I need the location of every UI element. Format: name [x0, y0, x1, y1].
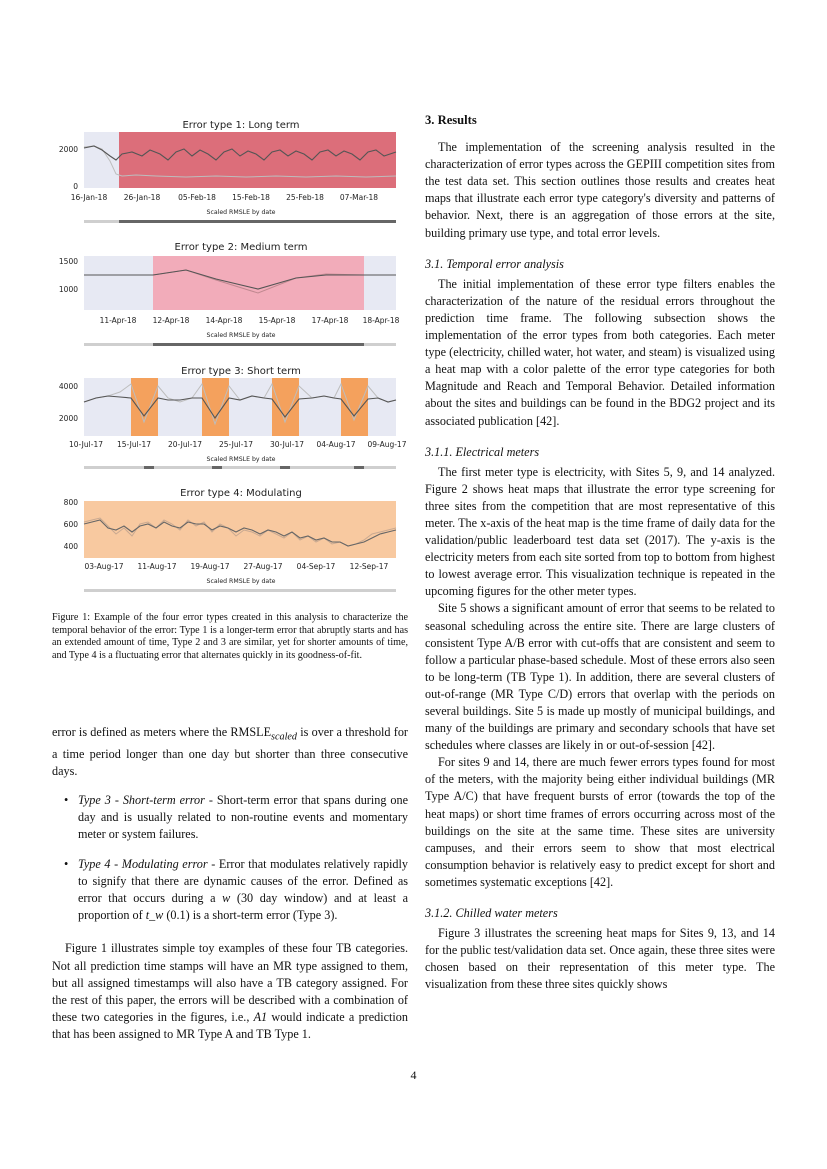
x-tick: 15-Apr-18 [258, 316, 296, 325]
chart-title: Error type 1: Long term [182, 120, 300, 131]
x-tick: 18-Apr-18 [362, 316, 400, 325]
item-text: (30 day window) and at least a proportion of [78, 891, 408, 923]
x-tick: 11-Aug-17 [137, 562, 177, 571]
paragraph: Site 5 shows a significant amount of error that seems to be related to seasonal scheduling across the entire site. There are large clusters of consistent Type A/B error with cut-offs that are consistent and seem to follow a particular phase-based schedule. Most of these errors also seen to be long-term (TB Type 1). In addition, there are several clusters of out-of-range (MR Type C/D) errors that overlap with the periods on several buildings. Site 5 is made up mostly of municipal buildings, and many of the buildings are primary and secondary schools that have set schedules where classes are likely in or out-of-session [42]. [425, 601, 775, 753]
chart-error-type-2 [56, 238, 404, 350]
y-tick: 0 [73, 182, 78, 191]
rmsle-strip-highlight [119, 220, 396, 223]
y-tick: 4000 [58, 382, 78, 391]
chart-subtitle: Scaled RMSLE by date [206, 578, 276, 585]
x-tick: 09-Aug-17 [367, 440, 407, 449]
chart-title: Error type 4: Modulating [180, 488, 302, 499]
subsection-heading: 3.1. Temporal error analysis [425, 256, 564, 271]
x-tick: 26-Jan-18 [123, 193, 161, 202]
text: would indicate a prediction that has been assigned to MR Type A and TB Type 1. [52, 1010, 408, 1042]
left-column-body [52, 724, 408, 1044]
math-var: A1 [253, 1010, 268, 1025]
item-label: Type 4 - Modulating error [78, 856, 208, 871]
item-text: - Short-term error that spans during one day and is usually related to non-routine events and momentary meter or system failures. [78, 793, 408, 842]
y-tick: 2000 [58, 414, 78, 423]
math-var: t_w [145, 908, 164, 923]
rmsle-strip-highlight [354, 466, 364, 469]
item-label: Type 3 - Short-term error [78, 793, 205, 808]
y-tick: 400 [63, 542, 78, 551]
x-tick: 04-Aug-17 [316, 440, 356, 449]
error-highlight [153, 256, 364, 310]
x-tick: 20-Jul-17 [168, 440, 202, 449]
list-item [52, 856, 408, 925]
subsubsection-heading: 3.1.1. Electrical meters [425, 444, 540, 459]
x-tick: 19-Aug-17 [190, 562, 230, 571]
x-tick: 12-Sep-17 [349, 562, 389, 571]
rmsle-strip-highlight [144, 466, 154, 469]
list-item [52, 792, 408, 844]
item-text: - Error that modulates relatively rapidly to signify that there are dynamic causes of the error. Defined as error that occurs during a [78, 856, 408, 906]
x-tick: 16-Jan-18 [70, 193, 108, 202]
y-tick: 2000 [58, 145, 78, 154]
subsubsection-heading: 3.1.2. Chilled water meters [425, 906, 558, 921]
chart-title: Error type 2: Medium term [174, 242, 308, 253]
paragraph [52, 724, 408, 780]
x-tick: 04-Sep-17 [296, 562, 336, 571]
chart-subtitle: Scaled RMSLE by date [206, 332, 276, 339]
x-tick: 03-Aug-17 [84, 562, 124, 571]
error-highlight [131, 378, 158, 436]
rmsle-strip [84, 589, 396, 592]
figure-caption: Figure 1: Example of the four error types created in this analysis to characterize the temporal behavior of the error: Type 1 is a longer-term error that abruptly starts and has an extended amount of time, Type 2 and 3 are similar, yet for shorter amounts of time, and Type 4 is a fluctuating error that alternates quickly in its goodness-of-fit. [52, 612, 408, 662]
math-var: w [222, 891, 231, 906]
rmsle-strip [84, 466, 396, 469]
y-tick: 1000 [58, 285, 78, 294]
x-tick: 07-Mar-18 [339, 193, 379, 202]
x-tick: 05-Feb-18 [178, 193, 216, 202]
error-highlight [202, 378, 229, 436]
paragraph: For sites 9 and 14, there are much fewer errors types found for most of the meters, with the majority being either individual buildings (MR Type A/C) that have frequent bursts of error (towards the top of the heat maps) or short time frames of errors occurring across most of the buildings on the site at the same time. These sites are university campuses, and their errors seem to show that most electrical consumption behavior is relatively easy to predict except for short and sometimes systematic exceptions [42]. [425, 755, 775, 889]
rmsle-strip-highlight [212, 466, 222, 469]
x-tick: 15-Jul-17 [117, 440, 151, 449]
x-tick: 27-Aug-17 [243, 562, 283, 571]
x-tick: 11-Apr-18 [99, 316, 137, 325]
section-heading: 3. Results [425, 113, 477, 127]
error-highlight [341, 378, 368, 436]
x-tick: 10-Jul-17 [69, 440, 103, 449]
item-text: (0.1) is a short-term error (Type 3). [163, 908, 338, 923]
rmsle-strip-highlight [280, 466, 290, 469]
right-column-body [425, 112, 775, 994]
x-tick: 17-Apr-18 [311, 316, 349, 325]
chart-subtitle: Scaled RMSLE by date [206, 209, 276, 216]
x-tick: 12-Apr-18 [152, 316, 190, 325]
chart-subtitle: Scaled RMSLE by date [206, 456, 276, 463]
y-tick: 800 [63, 498, 78, 507]
text: is over a threshold for a time period longer than one day but shorter than three consecutive days. [52, 725, 408, 778]
rmsle-strip-highlight [153, 343, 364, 346]
chart-error-type-1 [56, 116, 404, 228]
page-number: 4 [410, 1068, 417, 1082]
error-highlight [272, 378, 299, 436]
y-tick: 1500 [58, 257, 78, 266]
error-highlight [119, 132, 396, 188]
text: error is defined as meters where the RMSLE [52, 725, 272, 739]
chart-error-type-4 [56, 484, 404, 596]
y-tick: 600 [63, 520, 78, 529]
paragraph: The implementation of the screening analysis resulted in the characterization of error types across the GEPIII competition sites from the test data set. This section outlines those results and creates heat maps that illustrate each error type category's diversity and patterns of behavior. Next, there is an aggregation of those errors at the site, building primary use type, and total error levels. [425, 140, 775, 240]
x-tick: 25-Feb-18 [286, 193, 324, 202]
paragraph [52, 940, 408, 1043]
x-tick: 25-Jul-17 [219, 440, 253, 449]
x-tick: 30-Jul-17 [270, 440, 304, 449]
x-tick: 15-Feb-18 [232, 193, 270, 202]
paragraph: The first meter type is electricity, with Sites 5, 9, and 14 analyzed. Figure 2 shows heat maps that illustrate the error type screening for three sites from the competition that are most representative of this meter. The x-axis of the heat map is the time frame of daily data for the validation/public leaderboard test data set (2017). The y-axis is the electricity meters from each site sorted from top to bottom from highest to lowest average error. This visualization technique is repeated in the upcoming figures for the other meter types. [425, 464, 775, 599]
chart-title: Error type 3: Short term [181, 366, 301, 377]
paragraph: Figure 3 illustrates the screening heat maps for Sites 9, 13, and 14 for the public test/validation data set. Once again, these three sites were chosen based on their representation of this meter type. The visualization from these three sites quickly shows [425, 926, 775, 992]
bullet-list [52, 792, 408, 924]
x-tick: 14-Apr-18 [205, 316, 243, 325]
subscript: scaled [271, 731, 297, 743]
text: Figure 1 illustrates simple toy examples of these four TB categories. Not all prediction time stamps will have an MR type assigned to them, but all assigned timestamps will also have a TB category assigned. For the rest of this paper, the errors will be described with a combination of these two categories in the figures, i.e., [52, 941, 408, 1025]
chart-error-type-3 [56, 362, 407, 474]
paragraph: The initial implementation of these error type filters enables the characterization of the nature of the residual errors throughout the prediction time frame. The following subsection shows the implementation of the error types from both categories. Each meter type (electricity, chilled water, hot water, and steam) is visualized using a heat map with a color palette of the error type categories for both Magnitude and Reach and Temporal Behavior. Detailed information about the sites and buildings can be found in the BDG2 project and its associated publication [42]. [425, 276, 775, 428]
